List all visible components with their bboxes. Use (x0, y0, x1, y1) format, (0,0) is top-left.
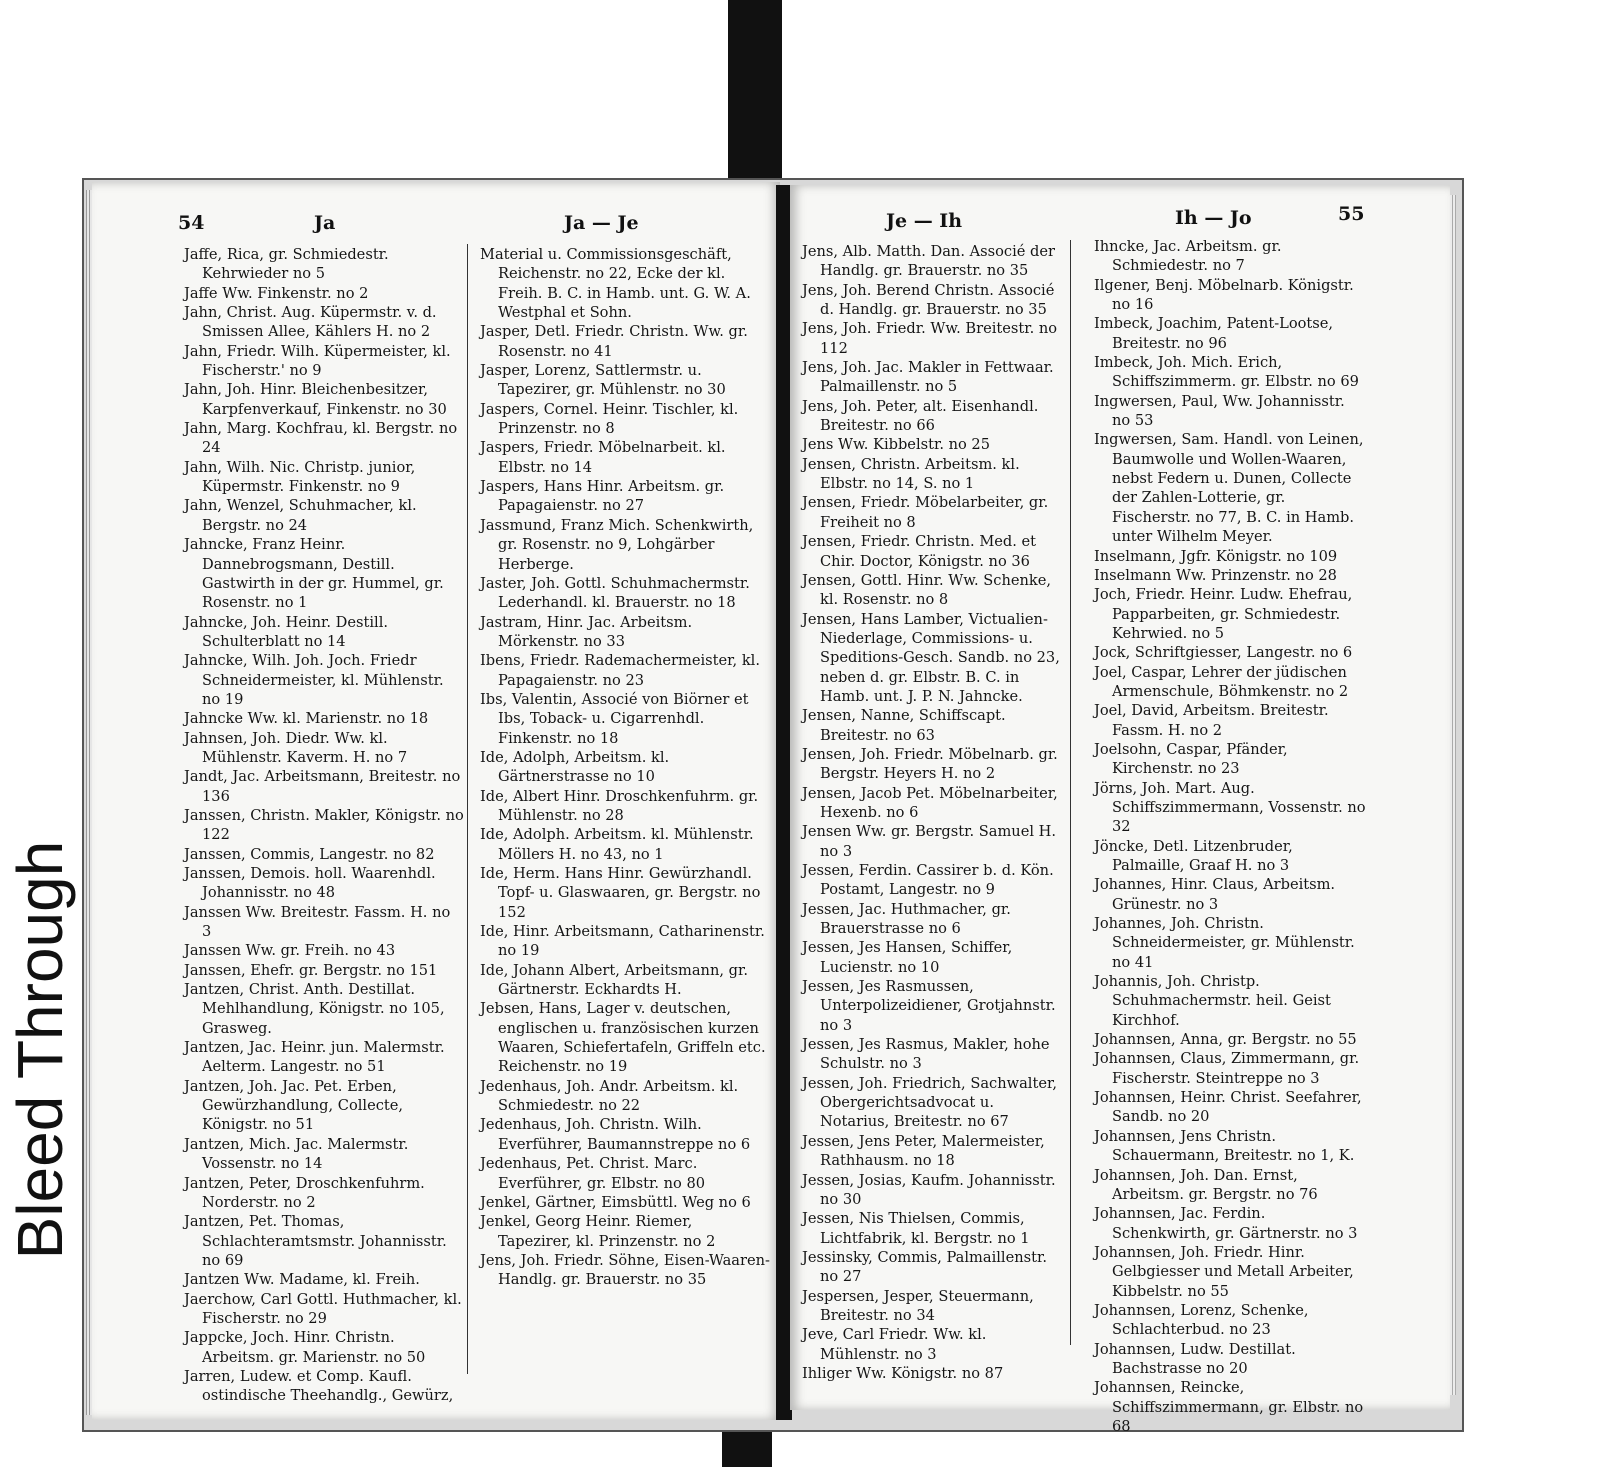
directory-entry: Jenkel, Gärtner, Eimsbüttl. Weg no 6 (480, 1193, 751, 1211)
directory-entry: Jantzen, Mich. Jac. Malermstr. Vossenstr. no 14 (184, 1135, 409, 1173)
directory-entry: Jensen, Friedr. Christn. Med. et Chir. Doctor, Königstr. no 36 (802, 533, 1037, 570)
directory-entry: Jahnsen, Joh. Diedr. Ww. kl. Mühlenstr. Kaverm. H. no 7 (184, 729, 408, 766)
directory-entry: Ide, Albert Hinr. Droschkenfuhrm. gr. Mühlenstr. no 28 (480, 787, 759, 824)
directory-entry: Janssen, Commis, Langestr. no 82 (184, 845, 435, 863)
directory-entry: Ingwersen, Sam. Handl. von Leinen, Baumwolle und Wollen-Waaren, nebst Federn u. Dunen, Collecte der Zahlen-Lotterie, gr. Fischerstr. no 77, B. C. in Hamb. unter Wilhelm Meyer. (1094, 431, 1364, 546)
directory-entry: Jedenhaus, Joh. Christn. Wilh. Everführer, Baumannstreppe no 6 (480, 1116, 751, 1153)
directory-entry: Jantzen, Joh. Jac. Pet. Erben, Gewürzhandlung, Collecte, Königstr. no 51 (184, 1077, 404, 1134)
directory-entry: Jantzen, Jac. Heinr. jun. Malermstr. Aelterm. Langestr. no 51 (184, 1039, 445, 1076)
directory-entry: Jahn, Christ. Aug. Küpermstr. v. d. Smissen Allee, Kählers H. no 2 (184, 304, 437, 341)
directory-entry: Jappcke, Joch. Hinr. Christn. Arbeitsm. gr. Marienstr. no 50 (184, 1329, 426, 1366)
directory-entry: Jens, Joh. Jac. Makler in Fettwaar. Palmaillenstr. no 5 (802, 359, 1054, 396)
binding-strip-top (728, 0, 782, 190)
right-page-column-2 (1094, 237, 1366, 1436)
directory-entry: Jessen, Josias, Kaufm. Johannisstr. no 30 (802, 1171, 1056, 1208)
directory-entry: Jensen, Christn. Arbeitsm. kl. Elbstr. no 14, S. no 1 (802, 455, 1020, 493)
directory-entry: Jantzen, Christ. Anth. Destillat. Mehlhandlung, Königstr. no 105, Grasweg. (184, 981, 445, 1037)
directory-entry: Jahncke Ww. kl. Marienstr. no 18 (184, 710, 429, 728)
directory-entry: Johannsen, Heinr. Christ. Seefahrer, Sandb. no 20 (1094, 1089, 1362, 1126)
directory-entry: Johannsen, Joh. Friedr. Hinr. Gelbgiesser und Metall Arbeiter, Kibbelstr. no 55 (1094, 1243, 1354, 1300)
directory-entry: Jandt, Jac. Arbeitsmann, Breitestr. no 136 (184, 768, 461, 805)
directory-entry: Jedenhaus, Joh. Andr. Arbeitsm. kl. Schmiedestr. no 22 (480, 1077, 739, 1115)
directory-entry: Joelsohn, Caspar, Pfänder, Kirchenstr. no 23 (1094, 740, 1288, 778)
directory-entry: Jespersen, Jesper, Steuermann, Breitestr. no 34 (802, 1287, 1034, 1324)
directory-entry: Imbeck, Joachim, Patent-Lootse, Breitestr. no 96 (1094, 315, 1334, 352)
directory-entry: Jessen, Jes Hansen, Schiffer, Lucienstr. no 10 (802, 939, 1013, 976)
directory-entry: Jensen, Joh. Friedr. Möbelnarb. gr. Bergstr. Heyers H. no 2 (802, 745, 1058, 783)
directory-entry: Jessen, Ferdin. Cassirer b. d. Kön. Postamt, Langestr. no 9 (802, 862, 1054, 899)
directory-entry: Jaspers, Hans Hinr. Arbeitsm. gr. Papagaienstr. no 27 (480, 478, 725, 515)
directory-entry: Jenkel, Georg Heinr. Riemer, Tapezirer, kl. Prinzenstr. no 2 (480, 1213, 716, 1250)
directory-entry: Jahn, Joh. Hinr. Bleichenbesitzer, Karpfenverkauf, Finkenstr. no 30 (184, 381, 447, 418)
directory-entry: Johannsen, Lorenz, Schenke, Schlachterbud. no 23 (1094, 1301, 1309, 1339)
directory-entry: Ide, Hinr. Arbeitsmann, Catharinenstr. no 19 (480, 923, 765, 960)
directory-entry: Joch, Friedr. Heinr. Ludw. Ehefrau, Papparbeiten, gr. Schmiedestr. Kehrwied. no 5 (1094, 586, 1353, 642)
directory-entry: Jahn, Wilh. Nic. Christp. junior, Küpermstr. Finkenstr. no 9 (184, 458, 416, 496)
directory-entry: Jahncke, Wilh. Joh. Joch. Friedr Schneidermeister, kl. Mühlenstr. no 19 (184, 652, 444, 708)
directory-entry: Jessen, Jes Rasmus, Makler, hohe Schulstr. no 3 (802, 1036, 1050, 1073)
directory-entry: Ingwersen, Paul, Ww. Johannisstr. no 53 (1094, 392, 1345, 430)
directory-entry: Jock, Schriftgiesser, Langestr. no 6 (1094, 644, 1353, 662)
directory-entry: Inselmann, Jgfr. Königstr. no 109 (1094, 547, 1338, 565)
column-divider (1070, 240, 1071, 1345)
bleed-through-label: Bleed Through (4, 840, 76, 1260)
directory-entry: Jaffe Ww. Finkenstr. no 2 (184, 284, 369, 302)
directory-entry: Ide, Adolph, Arbeitsm. kl. Gärtnerstrasse no 10 (480, 748, 670, 786)
directory-entry: Janssen Ww. Breitestr. Fassm. H. no 3 (184, 903, 451, 941)
directory-entry: Jaspers, Friedr. Möbelnarbeit. kl. Elbstr. no 14 (480, 439, 726, 476)
right-page (790, 185, 1450, 1435)
directory-entry: Jessen, Jens Peter, Malermeister, Rathhausm. no 18 (802, 1132, 1045, 1170)
directory-entry: Joel, Caspar, Lehrer der jüdischen Armenschule, Böhmkenstr. no 2 (1094, 663, 1349, 700)
directory-entry: Johannsen, Anna, gr. Bergstr. no 55 (1094, 1031, 1357, 1049)
directory-entry: Jessen, Jac. Huthmacher, gr. Brauerstrasse no 6 (802, 900, 1011, 938)
directory-entry: Jessen, Nis Thielsen, Commis, Lichtfabrik, kl. Bergstr. no 1 (802, 1210, 1030, 1247)
left-page-number: 54 (178, 212, 205, 234)
directory-entry: Johannsen, Joh. Dan. Ernst, Arbeitsm. gr. Bergstr. no 76 (1094, 1166, 1318, 1203)
directory-entry: Johannsen, Ludw. Destillat. Bachstrasse no 20 (1094, 1340, 1296, 1377)
directory-entry: Jahn, Friedr. Wilh. Küpermeister, kl. Fischerstr.' no 9 (184, 342, 451, 380)
directory-entry: Ide, Herm. Hans Hinr. Gewürzhandl. Topf- u. Glaswaaren, gr. Bergstr. no 152 (480, 865, 761, 921)
directory-entry: Johannes, Hinr. Claus, Arbeitsm. Grünestr. no 3 (1094, 876, 1336, 913)
directory-entry: Material u. Commissionsgeschäft, Reichenstr. no 22, Ecke der kl. Freih. B. C. in Hamb. unt. G. W. A. Westphal et Sohn. (480, 246, 751, 322)
directory-entry: Ilgener, Benj. Möbelnarb. Königstr. no 16 (1094, 276, 1354, 314)
left-header-range: Ja — Je (564, 212, 639, 234)
directory-entry: Jensen, Jacob Pet. Möbelnarbeiter, Hexenb. no 6 (802, 784, 1058, 821)
directory-entry: Johannes, Joh. Christn. Schneidermeister, gr. Mühlenstr. no 41 (1094, 915, 1355, 971)
directory-entry: Jantzen, Peter, Droschkenfuhrm. Norderstr. no 2 (184, 1174, 425, 1211)
directory-entry: Ide, Adolph. Arbeitsm. kl. Mühlenstr. Möllers H. no 43, no 1 (480, 826, 754, 863)
directory-entry: Ihncke, Jac. Arbeitsm. gr. Schmiedestr. no 7 (1094, 238, 1282, 275)
directory-entry: Jessinsky, Commis, Palmaillenstr. no 27 (802, 1248, 1047, 1286)
left-page-column-1 (184, 245, 464, 1406)
directory-entry: Janssen, Christn. Makler, Königstr. no 122 (184, 806, 464, 844)
directory-entry: Jahn, Marg. Kochfrau, kl. Bergstr. no 24 (184, 420, 458, 457)
left-page-column-2 (480, 245, 770, 1290)
right-header-range-left: Je — Ih (886, 210, 963, 232)
directory-entry: Johannsen, Jens Christn. Schauermann, Breitestr. no 1, K. (1094, 1127, 1355, 1165)
directory-entry: Joel, David, Arbeitsm. Breitestr. Fassm. H. no 2 (1094, 702, 1329, 739)
directory-entry: Jantzen Ww. Madame, kl. Freih. (184, 1271, 420, 1289)
directory-entry: Jens, Alb. Matth. Dan. Associé der Handlg. gr. Brauerstr. no 35 (802, 243, 1055, 280)
directory-entry: Jedenhaus, Pet. Christ. Marc. Everführer, gr. Elbstr. no 80 (480, 1155, 706, 1192)
right-page-column-1 (802, 242, 1067, 1383)
directory-entry: Jens Ww. Kibbelstr. no 25 (802, 436, 991, 454)
directory-entry: Jensen Ww. gr. Bergstr. Samuel H. no 3 (802, 823, 1057, 860)
directory-entry: Jahncke, Joh. Heinr. Destill. Schulterblatt no 14 (184, 613, 389, 650)
directory-entry: Ibs, Valentin, Associé von Biörner et Ibs, Toback- u. Cigarrenhdl. Finkenstr. no 18 (480, 690, 749, 747)
directory-entry: Johannis, Joh. Christp. Schuhmachermstr. heil. Geist Kirchhof. (1094, 973, 1331, 1029)
directory-entry: Ide, Johann Albert, Arbeitsmann, gr. Gärtnerstr. Eckhardts H. (480, 961, 748, 999)
directory-entry: Jessen, Joh. Friedrich, Sachwalter, Obergerichtsadvocat u. Notarius, Breitestr. no 67 (802, 1074, 1057, 1131)
directory-entry: Johannsen, Reincke, Schiffszimmermann, gr. Elbstr. no 68 (1094, 1379, 1364, 1435)
directory-entry: Janssen, Ehefr. gr. Bergstr. no 151 (184, 961, 438, 979)
right-header-range-right: Ih — Jo (1175, 207, 1252, 229)
directory-entry: Ibens, Friedr. Rademachermeister, kl. Papagaienstr. no 23 (480, 652, 760, 689)
directory-entry: Johannsen, Claus, Zimmermann, gr. Fischerstr. Steintreppe no 3 (1094, 1050, 1360, 1087)
directory-entry: Jaster, Joh. Gottl. Schuhmachermstr. Lederhandl. kl. Brauerstr. no 18 (480, 574, 750, 612)
directory-entry: Jensen, Friedr. Möbelarbeiter, gr. Freiheit no 8 (802, 494, 1049, 531)
directory-entry: Jöncke, Detl. Litzenbruder, Palmaille, Graaf H. no 3 (1094, 837, 1293, 874)
directory-entry: Jantzen, Pet. Thomas, Schlachteramtsmstr. Johannisstr. no 69 (184, 1213, 447, 1269)
directory-entry: Jaerchow, Carl Gottl. Huthmacher, kl. Fischerstr. no 29 (184, 1290, 462, 1327)
right-page-number: 55 (1338, 203, 1365, 225)
directory-entry: Jensen, Hans Lamber, Victualien-Niederlage, Commissions- u. Speditions-Gesch. Sandb. no 23, neben d. gr. Elbstr. B. C. in Hamb. unt. J. P. N. Jahncke. (802, 610, 1060, 705)
left-header-letters: Ja (314, 212, 336, 234)
column-divider (467, 244, 468, 1374)
directory-entry: Jebsen, Hans, Lager v. deutschen, englischen u. französischen kurzen Waaren, Schiefertafeln, Griffeln etc. Reichenstr. no 19 (480, 1000, 766, 1076)
directory-entry: Janssen, Demois. holl. Waarenhdl. Johannisstr. no 48 (184, 865, 436, 902)
directory-entry: Jens, Joh. Berend Christn. Associé d. Handlg. gr. Brauerstr. no 35 (802, 281, 1055, 319)
directory-entry: Jens, Joh. Friedr. Söhne, Eisen-Waaren-Handlg. gr. Brauerstr. no 35 (480, 1251, 770, 1289)
directory-entry: Jasper, Lorenz, Sattlermstr. u. Tapezirer, gr. Mühlenstr. no 30 (480, 362, 726, 399)
directory-entry: Jensen, Nanne, Schiffscapt. Breitestr. no 63 (802, 707, 1006, 744)
directory-entry: Jassmund, Franz Mich. Schenkwirth, gr. Rosenstr. no 9, Lohgärber Herberge. (480, 516, 754, 573)
directory-entry: Jensen, Gottl. Hinr. Ww. Schenke, kl. Rosenstr. no 8 (802, 571, 1052, 609)
directory-entry: Jens, Joh. Friedr. Ww. Breitestr. no 112 (802, 320, 1058, 357)
directory-entry: Jörns, Joh. Mart. Aug. Schiffszimmermann, Vossenstr. no 32 (1094, 779, 1366, 836)
directory-entry: Jaffe, Rica, gr. Schmiedestr. Kehrwieder no 5 (184, 246, 389, 283)
directory-entry: Jasper, Detl. Friedr. Christn. Ww. gr. Rosenstr. no 41 (480, 323, 748, 360)
directory-entry: Jaspers, Cornel. Heinr. Tischler, kl. Prinzenstr. no 8 (480, 400, 739, 438)
directory-entry: Janssen Ww. gr. Freih. no 43 (184, 942, 396, 960)
directory-entry: Jahn, Wenzel, Schuhmacher, kl. Bergstr. no 24 (184, 497, 417, 534)
directory-entry: Ihliger Ww. Königstr. no 87 (802, 1364, 1004, 1382)
directory-entry: Jastram, Hinr. Jac. Arbeitsm. Mörkenstr. no 33 (480, 613, 693, 650)
directory-entry: Imbeck, Joh. Mich. Erich, Schiffszimmerm. gr. Elbstr. no 69 (1094, 354, 1359, 391)
left-page (92, 182, 780, 1420)
directory-entry: Jens, Joh. Peter, alt. Eisenhandl. Breitestr. no 66 (802, 397, 1039, 435)
directory-entry: Jeve, Carl Friedr. Ww. kl. Mühlenstr. no 3 (802, 1326, 987, 1363)
directory-entry: Jahncke, Franz Heinr. Dannebrogsmann, Destill. Gastwirth in der gr. Hummel, gr. Rosenstr. no 1 (184, 536, 444, 612)
directory-entry: Jarren, Ludew. et Comp. Kaufl. ostindische Theehandlg., Gewürz, (184, 1367, 454, 1405)
directory-entry: Inselmann Ww. Prinzenstr. no 28 (1094, 566, 1337, 584)
directory-entry: Johannsen, Jac. Ferdin. Schenkwirth, gr. Gärtnerstr. no 3 (1094, 1205, 1358, 1242)
directory-entry: Jessen, Jes Rasmussen, Unterpolizeidiener, Grotjahnstr. no 3 (802, 978, 1056, 1034)
